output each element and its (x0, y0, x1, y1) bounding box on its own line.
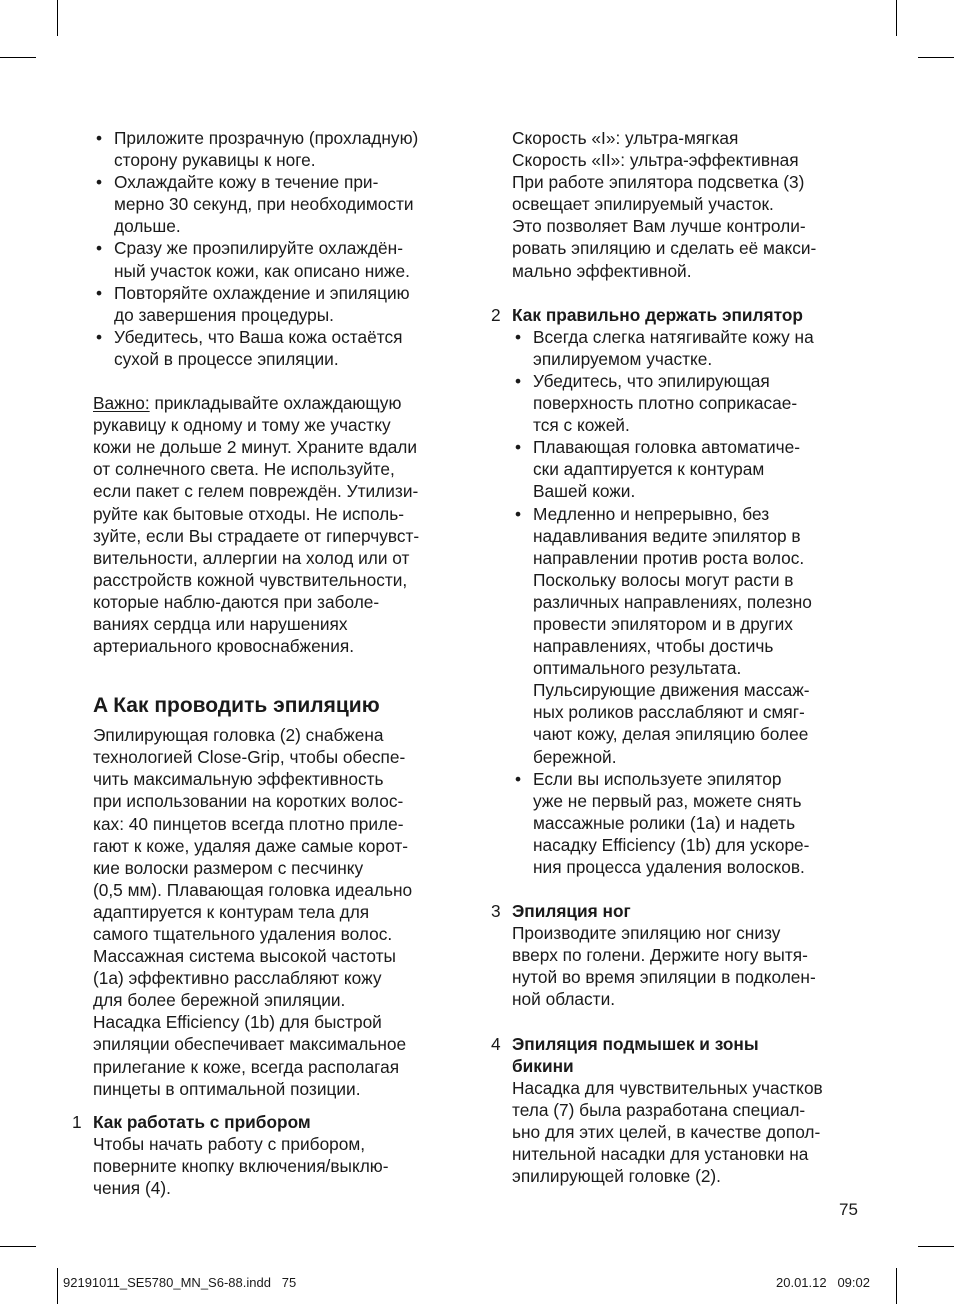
text-line: • Охлаждайте кожу в течение при- (114, 172, 379, 193)
text-line: Это позволяет Вам лучше контроли- (512, 216, 806, 237)
text-line: уже не первый раз, можете снять (533, 790, 802, 811)
text-line: гают к коже, удаляя даже самые корот- (93, 835, 409, 856)
item-3 (491, 900, 870, 1010)
text-line: насадку Efficiency (1b) для ускоре- (533, 834, 810, 855)
text-line: руйте как бытовые отходы. Не исполь- (93, 503, 404, 524)
text-line: бикини (512, 1055, 574, 1076)
text-line: Чтобы начать работу с прибором, (93, 1133, 366, 1154)
text-line: ния процесса удаления волосков. (533, 857, 805, 877)
text-line: эпилирующей головке (2). (512, 1166, 721, 1187)
crop-mark (57, 0, 58, 36)
text-line: эпиляции обеспечивает максимальное (93, 1034, 407, 1055)
text-line: ный участок кожи, как описано ниже. (114, 260, 410, 281)
item-number: 3 (491, 901, 501, 922)
text-line: мерно 30 секунд, при необходимости (114, 194, 414, 215)
crop-mark (896, 1268, 897, 1304)
bullet-item (512, 370, 870, 436)
text-line: Эпилирующая головка (2) снабжена (93, 725, 384, 746)
text-line: Скорость «I»: ультра-мягкая (512, 128, 739, 148)
important-label: Важно: (93, 393, 150, 414)
text-line: ваниях сердца или нарушениях (93, 613, 348, 634)
text-line: зуйте, если Вы страдаете от гиперчувст- (93, 525, 420, 546)
text-line: различных направлениях, полезно (533, 591, 812, 612)
text-line: сторону рукавицы к ноге. (114, 150, 316, 171)
text-line: технологией Close-Grip, чтобы обеспе- (93, 747, 406, 768)
crop-mark (918, 1246, 954, 1247)
text-line: от солнечного света. Не используйте, (93, 459, 395, 480)
text-line: • Убедитесь, что Ваша кожа остаётся (114, 326, 403, 347)
section-heading: A Как проводить эпиляцию (93, 694, 380, 718)
item-2 (491, 304, 870, 878)
bullet-item (512, 436, 870, 502)
text-line: направлении против роста волос. (533, 547, 805, 568)
item-number: 2 (491, 304, 501, 325)
text-line: вительности, аллергии на холод или от (93, 547, 410, 568)
text-line: Насадка для чувствительных участков (512, 1077, 823, 1098)
text-line: нутой во время эпиляции в подколен- (512, 967, 816, 988)
text-line: рукавицу к одному и тому же участку (93, 415, 391, 436)
text-line: (1a) эффективно расслабляют кожу (93, 968, 382, 989)
text-line: нительной насадки для установки на (512, 1144, 809, 1165)
text-line: Массажная система высокой частоты (93, 946, 396, 967)
text-line: Пульсирующие движения массаж- (533, 680, 810, 701)
text-line: • Всегда слегка натягивайте кожу на (533, 326, 814, 347)
item-title: Эпиляция ног (512, 901, 631, 922)
text-line: кие волоски размером с песчинку (93, 857, 364, 878)
item-4 (491, 1033, 870, 1188)
bullet-item (512, 768, 870, 878)
text-line: провести эпилятором и в других (533, 613, 793, 634)
text-line: чить максимальную эффективность (93, 769, 384, 790)
text-line: • Сразу же проэпилируйте охлаждён- (114, 238, 403, 259)
text-line: освещает эпилируемый участок. (512, 194, 774, 215)
bullet-item (93, 171, 471, 237)
text-line: если пакет с гелем повреждён. Утилизи- (93, 481, 419, 502)
text-line: ьно для этих целей, в качестве допол- (512, 1121, 821, 1142)
text-line: тела (7) была разработана специал- (512, 1099, 806, 1120)
text-line: для более бережной эпиляции. (93, 990, 346, 1011)
footer-date-time: 20.01.12 09:02 (776, 1275, 870, 1290)
item-number: 1 (72, 1111, 82, 1132)
text-line: вверх по голени. Держите ногу вытя- (512, 945, 808, 966)
bullet-item (512, 326, 870, 370)
text-line: адаптируется к контурам тела для (93, 901, 370, 922)
crop-mark (0, 1246, 36, 1247)
text-line: мально эффективной. (512, 260, 692, 281)
right-column (491, 127, 870, 1187)
text-line: ках: 40 пинцетов всегда плотно приле- (93, 813, 404, 834)
important-text: прикладывайте охлаждающую (149, 393, 402, 414)
text-line: • Повторяйте охлаждение и эпиляцию (114, 282, 410, 303)
text-line: • Убедитесь, что эпилирующая (533, 370, 770, 391)
intro-paragraph (93, 724, 471, 1100)
item-title: Как работать с прибором (93, 1111, 311, 1132)
text-line: массажные ролики (1a) и надеть (533, 812, 796, 833)
text-line: бережной. (533, 746, 617, 767)
crop-mark (0, 57, 36, 58)
text-line: ных роликов расслабляют и смяг- (533, 702, 805, 723)
text-line: расстройств кожной чувствительности, (93, 569, 408, 590)
text-line: ски адаптируется к контурам (533, 459, 765, 480)
item-title: Как правильно держать эпилятор (512, 304, 803, 325)
text-line: • Медленно и непрерывно, без (533, 503, 770, 524)
cooling-steps-list (93, 127, 471, 370)
crop-mark (896, 0, 897, 36)
bullet-item (93, 326, 471, 370)
text-line: прилегание к коже, всегда располагая (93, 1056, 400, 1077)
text-line: тся с кожей. (533, 415, 630, 436)
text-line: ровать эпиляцию и сделать её макси- (512, 238, 817, 259)
text-line: дольше. (114, 216, 181, 237)
text-line: сухой в процессе эпиляции. (114, 348, 339, 369)
speed-paragraph (512, 127, 870, 282)
text-line: Скорость «II»: ультра-эффективная (512, 150, 799, 171)
crop-mark (918, 57, 954, 58)
text-line: (0,5 мм). Плавающая головка идеально (93, 879, 413, 900)
text-line: до завершения процедуры. (114, 304, 334, 325)
text-line: самого тщательного удаления волос. (93, 924, 393, 944)
text-line: Поскольку волосы могут расти в (533, 569, 794, 590)
page-number: 75 (839, 1200, 858, 1219)
text-line: • Приложите прозрачную (прохладную) (114, 128, 419, 148)
text-line: оптимального результата. (533, 658, 742, 679)
text-line: поверхность плотно соприкасае- (533, 393, 798, 414)
text-line: поверните кнопку включения/выклю- (93, 1155, 389, 1176)
text-line: кожи не дольше 2 минут. Храните вдали (93, 437, 418, 458)
text-line: При работе эпилятора подсветка (3) (512, 172, 805, 193)
footer-file-info: 92191011_SE5780_MN_S6-88.indd 75 (63, 1275, 297, 1290)
text-line: которые наблю-даются при заболе- (93, 591, 380, 612)
text-line: пинцеты в оптимальной позиции. (93, 1078, 361, 1099)
item-number: 4 (491, 1033, 501, 1054)
text-line: чают кожу, делая эпиляцию более (533, 724, 809, 745)
text-line: эпилируемом участке. (533, 348, 713, 369)
left-column (72, 127, 471, 1199)
text-line: направлениях, чтобы достичь (533, 636, 774, 657)
bullet-item (93, 237, 471, 281)
text-line: Производите эпиляцию ног снизу (512, 923, 781, 944)
text-line: • Если вы используете эпилятор (533, 768, 782, 789)
text-line: чения (4). (93, 1178, 171, 1199)
item-1 (72, 1111, 471, 1199)
text-line: надавливания ведите эпилятор в (533, 525, 801, 546)
bullet-item (93, 282, 471, 326)
text-line: ной области. (512, 989, 616, 1010)
bullet-item (512, 503, 870, 768)
text-line: Эпиляция подмышек и зоны (512, 1033, 759, 1054)
text-line: Насадка Efficiency (1b) для быстрой (93, 1012, 382, 1033)
text-line: при использовании на коротких волос- (93, 791, 404, 812)
crop-mark (57, 1268, 58, 1304)
bullet-item (93, 127, 471, 171)
text-line: артериального кровоснабжения. (93, 636, 355, 657)
important-note (93, 392, 471, 657)
text-line: • Плавающая головка автоматиче- (533, 437, 801, 458)
text-line: Вашей кожи. (533, 481, 636, 502)
